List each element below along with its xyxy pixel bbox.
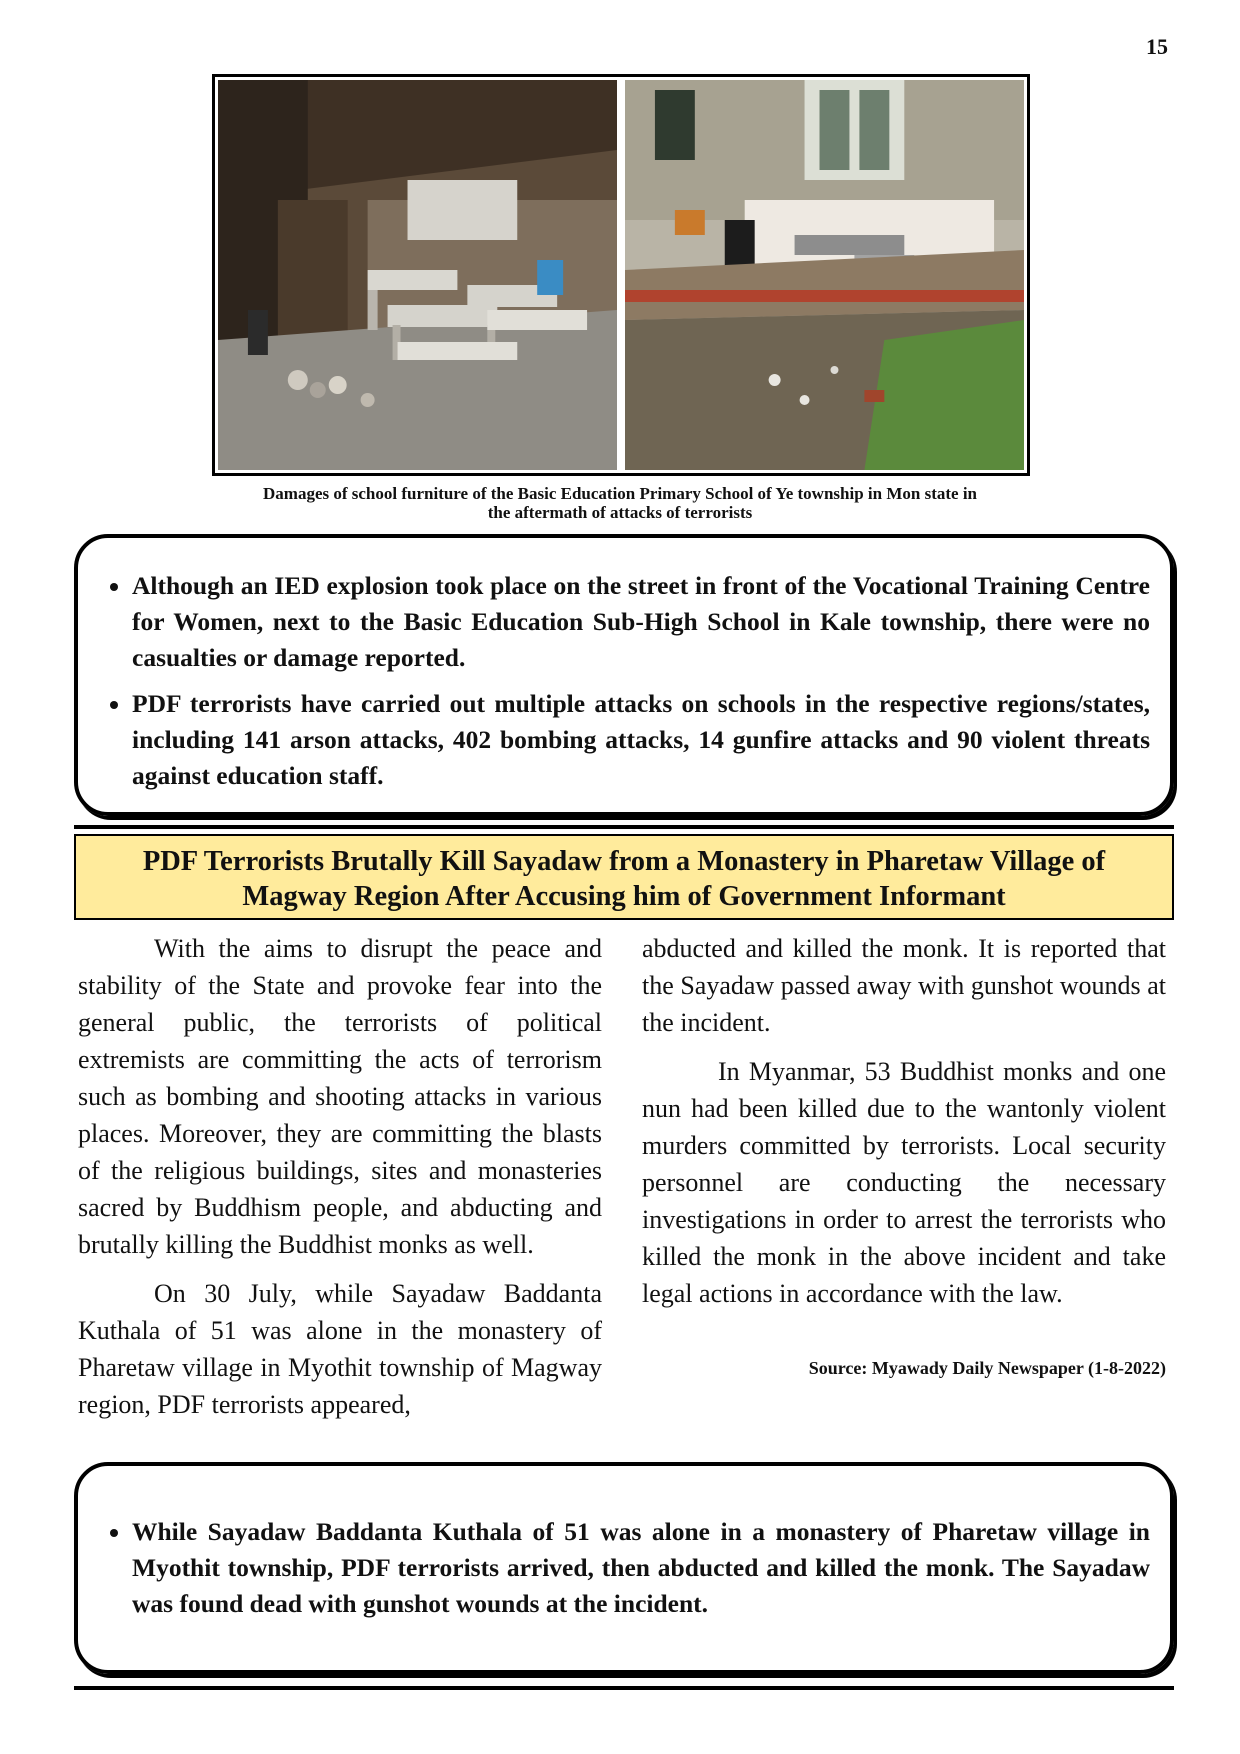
article-column-right [642,930,1166,1387]
caption-line: the aftermath of attacks of terrorists [487,503,753,522]
bullet-list [78,1514,1170,1622]
bullet-item: • While Sayadaw Baddanta Kuthala of 51 was alone in a monastery of Pharetaw village in Myothit township, PDF terrorists arrived, then abducted and killed the monk. The Sayadaw was found dead with gunshot wounds at the incident. [132,1514,1150,1622]
headline-line: Magway Region After Accusing him of Government Informant [242,881,1006,912]
bullet-item: • PDF terrorists have carried out multiple attacks on schools in the respective regions/states, including 141 arson attacks, 402 bombing attacks, 14 gunfire attacks and 90 violent threats against education staff. [132,686,1150,794]
article-paragraph: abducted and killed the monk. It is reported that the Sayadaw passed away with gunshot wounds at the incident. [642,934,1166,1037]
headline-divider [74,825,1174,829]
highlight-box-schools [74,534,1174,816]
highlight-box-sayadaw [74,1462,1174,1674]
caption-line: Damages of school furniture of the Basic Education Primary School of Ye township in Mon state in [263,484,977,503]
footer-divider [74,1686,1174,1690]
page-number: 15 [1146,34,1168,59]
schoolyard-photo [625,80,1024,470]
photo-pair [212,74,1030,476]
classroom-photo [218,80,617,470]
article-paragraph: In Myanmar, 53 Buddhist monks and one nun had been killed due to the wantonly violent murders committed by terrorists. Local security personnel are conducting the necessary investigations in order to arrest the terrorists who killed the monk in the above incident and take legal actions in accordance with the law. [642,1057,1166,1308]
article-paragraph: With the aims to disrupt the peace and stability of the State and provoke fear into the general public, the terrorists of political extremists are committing the acts of terrorism such as bombing and shooting attacks in various places. Moreover, they are committing the blasts of the religious buildings, sites and monasteries sacred by Buddhism people, and abducting and brutally killing the Buddhist monks as well. [78,934,602,1259]
bullet-item: • Although an IED explosion took place on the street in front of the Vocational Training Centre for Women, next to the Basic Education Sub-High School in Kale township, there were no casualties or damage reported. [132,568,1150,676]
headline-line: PDF Terrorists Brutally Kill Sayadaw from a Monastery in Pharetaw Village of [142,846,1106,877]
photo-caption [140,484,1100,522]
article-headline [74,834,1174,920]
article-paragraph: On 30 July, while Sayadaw Baddanta Kuthala of 51 was alone in the monastery of Pharetaw village in Myothit township of Magway region, PDF terrorists appeared, [78,1279,602,1419]
article-column-left [78,930,602,1435]
article-source: Source: Myawady Daily Newspaper (1-8-2022) [808,1358,1166,1378]
bullet-list [78,568,1170,794]
